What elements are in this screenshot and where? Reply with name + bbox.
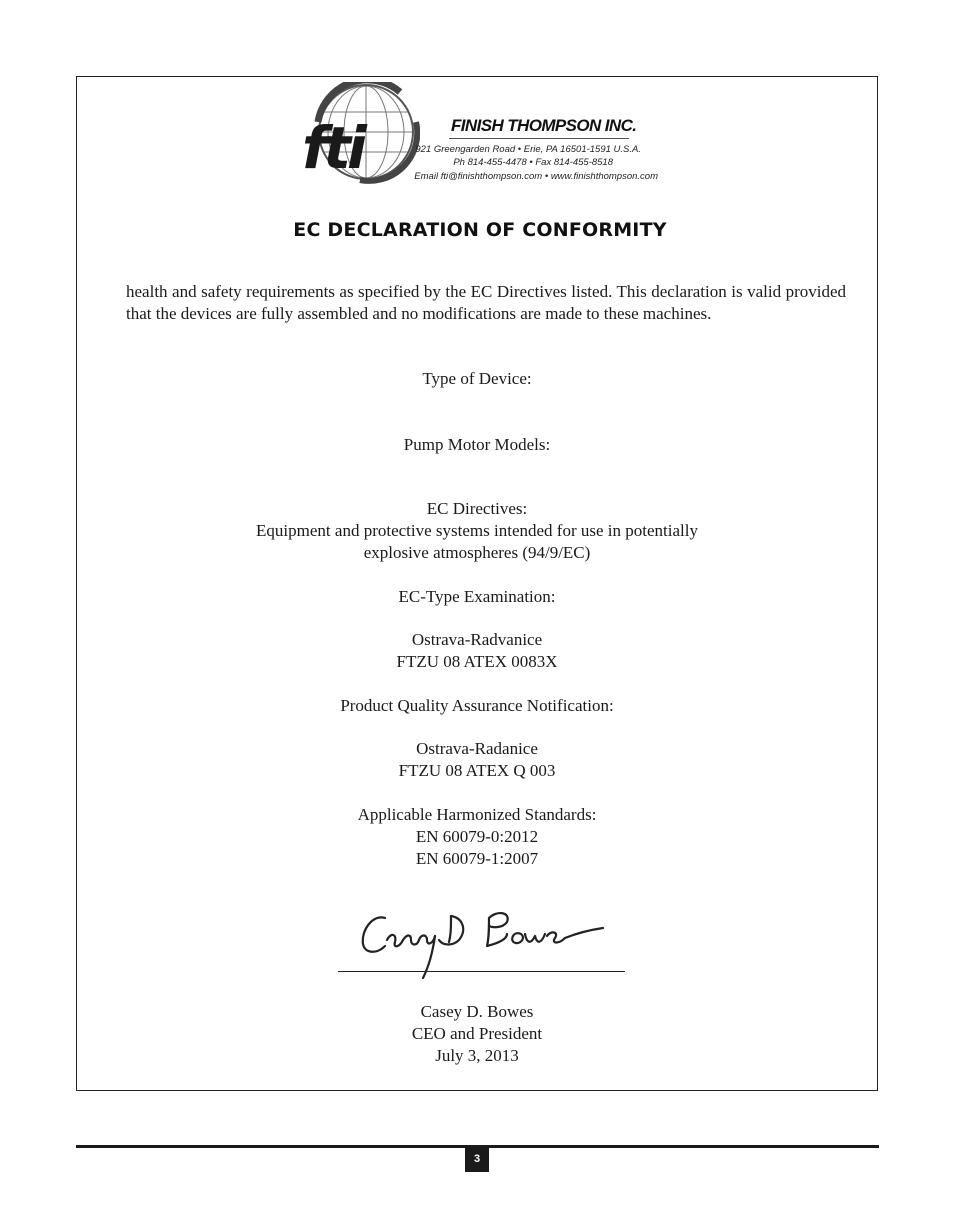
signatory-name: Casey D. Bowes [420, 1002, 534, 1021]
pqa-label: Product Quality Assurance Notification: [340, 696, 614, 715]
type-of-device-label: Type of Device: [422, 369, 532, 388]
pump-motor-models-label: Pump Motor Models: [403, 435, 551, 454]
company-name: FINISH THOMPSON INC. [451, 116, 637, 135]
standard-item: EN 60079-1:2007 [415, 849, 539, 868]
signature-date: July 3, 2013 [435, 1046, 519, 1065]
signatory-title: CEO and President [411, 1024, 543, 1043]
ec-directives-line1: Equipment and protective systems intended for use in potentially [256, 521, 698, 540]
ec-type-body: Ostrava-Radvanice [411, 630, 543, 649]
ec-directives-line2: explosive atmospheres (94/9/EC) [363, 543, 591, 562]
pqa-cert: FTZU 08 ATEX Q 003 [398, 761, 556, 780]
company-phone-fax: Ph 814-455-4478 • Fax 814-455-8518 [453, 157, 613, 168]
page-number: 3 [465, 1146, 489, 1172]
ec-type-label: EC-Type Examination: [398, 587, 556, 606]
signature-line [338, 971, 625, 972]
ec-type-cert: FTZU 08 ATEX 0083X [396, 652, 558, 671]
standards-label: Applicable Harmonized Standards: [357, 805, 597, 824]
company-email-web: Email fti@finishthompson.com • www.finishthompson.com [414, 171, 658, 182]
logo-lettering: fti [302, 114, 363, 182]
pqa-body: Ostrava-Radanice [416, 739, 538, 758]
company-rule [449, 138, 629, 139]
signature [355, 900, 605, 980]
ec-directives-label: EC Directives: [426, 499, 528, 518]
company-address: 921 Greengarden Road • Erie, PA 16501-1591 U.S.A. [415, 144, 641, 155]
standard-item: EN 60079-0:2012 [415, 827, 539, 846]
intro-paragraph: health and safety requirements as specified by the EC Directives listed. This declaration is valid provided that the devices are fully assembled and no modifications are made to these machines. [126, 282, 846, 323]
document-title: EC DECLARATION OF CONFORMITY [293, 219, 667, 241]
fti-logo [300, 82, 420, 186]
